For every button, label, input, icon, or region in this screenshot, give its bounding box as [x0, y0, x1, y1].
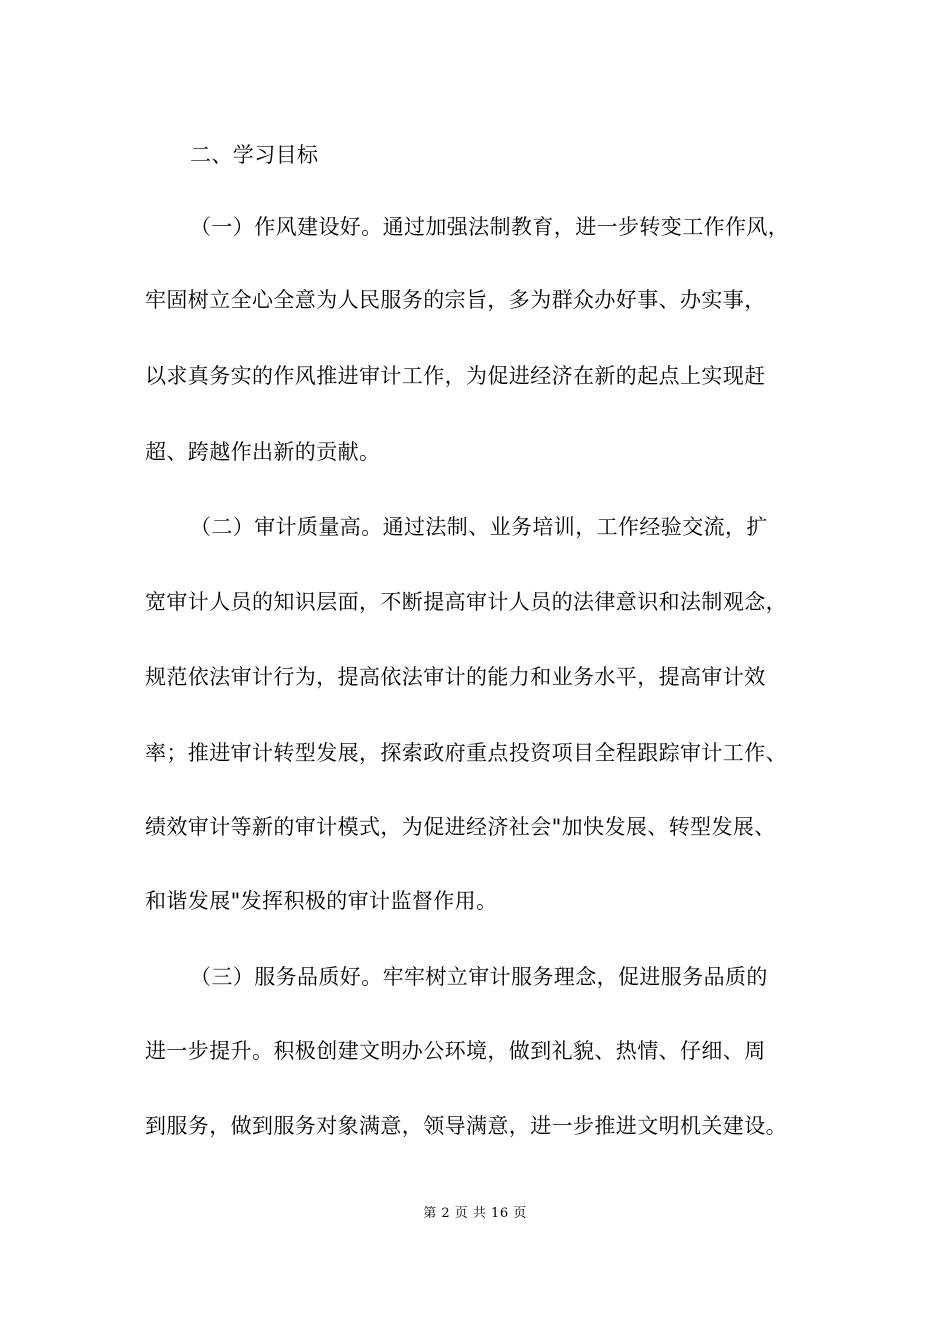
- paragraph-line: 以求真务实的作风推进审计工作，为促进经济在新的起点上实现赶: [145, 364, 766, 388]
- paragraph-line: （三）服务品质好。牢牢树立审计服务理念，促进服务品质的: [190, 965, 768, 989]
- paragraph-line: 牢固树立全心全意为人民服务的宗旨，多为群众办好事、办实事，: [145, 288, 766, 312]
- paragraph-line: 率；推进审计转型发展，探索政府重点投资项目全程跟踪审计工作、: [145, 741, 787, 765]
- paragraph-line: 进一步提升。积极创建文明办公环境，做到礼貌、热情、仔细、周: [145, 1039, 766, 1063]
- paragraph-line: 宽审计人员的知识层面，不断提高审计人员的法律意识和法制观念，: [145, 590, 787, 614]
- paragraph-line: 规范依法审计行为，提高依法审计的能力和业务水平，提高审计效: [145, 665, 766, 689]
- paragraph-line: 绩效审计等新的审计模式，为促进经济社会"加快发展、转型发展、: [145, 815, 776, 839]
- paragraph-line: 到服务，做到服务对象满意，领导满意，进一步推进文明机关建设。: [145, 1114, 787, 1138]
- paragraph-line: 和谐发展"发挥积极的审计监督作用。: [145, 889, 498, 913]
- section-heading: 二、学习目标: [190, 143, 319, 167]
- paragraph-line: （二）审计质量高。通过法制、业务培训，工作经验交流，扩: [190, 515, 768, 539]
- page-number-footer: 第 2 页 共 16 页: [423, 1206, 527, 1221]
- paragraph-line: （一）作风建设好。通过加强法制教育，进一步转变工作作风，: [190, 215, 790, 239]
- paragraph-line: 超、跨越作出新的贡献。: [145, 440, 381, 464]
